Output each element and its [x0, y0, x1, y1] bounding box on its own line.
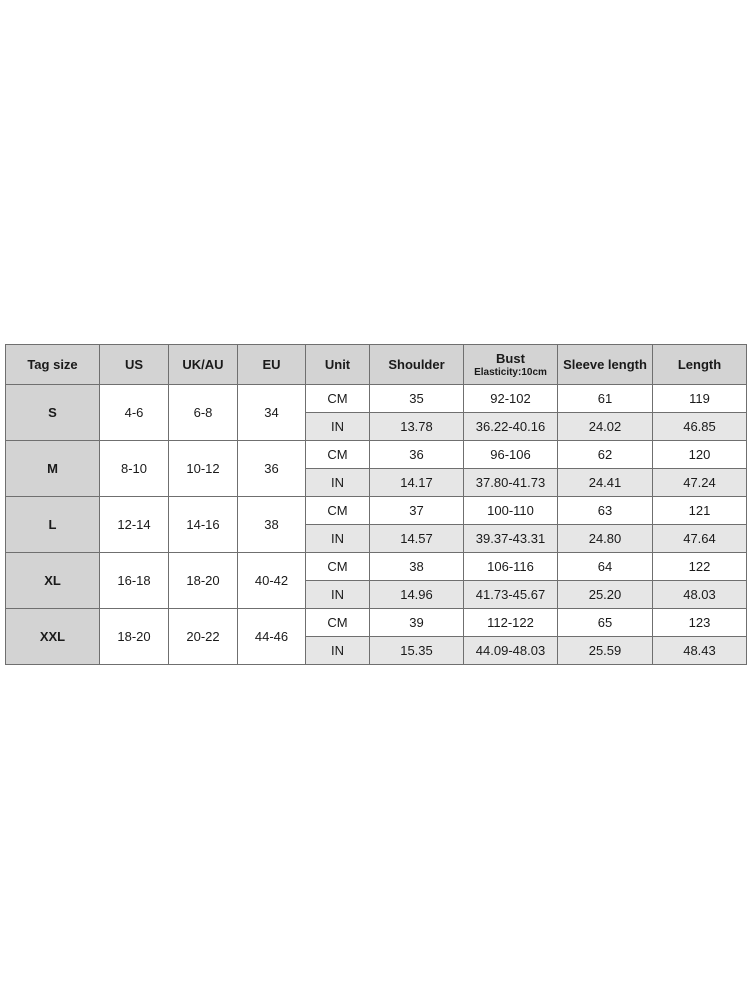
- table-row: [6, 497, 747, 525]
- sleeve-cell: 65: [558, 609, 653, 637]
- header-ukau: UK/AU: [169, 345, 238, 385]
- shoulder-cell: 37: [370, 497, 464, 525]
- sleeve-cell: 61: [558, 385, 653, 413]
- length-cell: 121: [653, 497, 747, 525]
- header-bust-note: Elasticity:10cm: [474, 366, 547, 378]
- table-row: [6, 609, 747, 637]
- unit-cell: CM: [306, 609, 370, 637]
- header-unit: Unit: [306, 345, 370, 385]
- shoulder-cell: 35: [370, 385, 464, 413]
- length-cell: 123: [653, 609, 747, 637]
- shoulder-cell: 14.57: [370, 525, 464, 553]
- us-cell: 4-6: [100, 385, 169, 441]
- length-cell: 48.03: [653, 581, 747, 609]
- ukau-cell: 14-16: [169, 497, 238, 553]
- header-bust-label: Bust: [496, 350, 525, 366]
- bust-cell: 41.73-45.67: [464, 581, 558, 609]
- length-cell: 119: [653, 385, 747, 413]
- bust-cell: 44.09-48.03: [464, 637, 558, 665]
- unit-cell: IN: [306, 581, 370, 609]
- length-cell: 48.43: [653, 637, 747, 665]
- header-row: [6, 345, 747, 385]
- shoulder-cell: 14.17: [370, 469, 464, 497]
- unit-cell: IN: [306, 525, 370, 553]
- header-sleeve-length: Sleeve length: [558, 345, 653, 385]
- header-tag-size: Tag size: [6, 345, 100, 385]
- header-us: US: [100, 345, 169, 385]
- length-cell: 122: [653, 553, 747, 581]
- eu-cell: 44-46: [238, 609, 306, 665]
- unit-cell: IN: [306, 637, 370, 665]
- header-bust: [464, 345, 558, 385]
- unit-cell: IN: [306, 469, 370, 497]
- table-row: [6, 553, 747, 581]
- sleeve-cell: 24.80: [558, 525, 653, 553]
- eu-cell: 40-42: [238, 553, 306, 609]
- table-row: [6, 441, 747, 469]
- eu-cell: 36: [238, 441, 306, 497]
- shoulder-cell: 14.96: [370, 581, 464, 609]
- sleeve-cell: 25.20: [558, 581, 653, 609]
- size-cell: L: [6, 497, 100, 553]
- eu-cell: 34: [238, 385, 306, 441]
- size-cell: M: [6, 441, 100, 497]
- shoulder-cell: 39: [370, 609, 464, 637]
- sleeve-cell: 24.41: [558, 469, 653, 497]
- unit-cell: CM: [306, 441, 370, 469]
- sleeve-cell: 62: [558, 441, 653, 469]
- bust-cell: 106-116: [464, 553, 558, 581]
- ukau-cell: 10-12: [169, 441, 238, 497]
- table-row: [6, 385, 747, 413]
- header-length: Length: [653, 345, 747, 385]
- length-cell: 47.24: [653, 469, 747, 497]
- sleeve-cell: 24.02: [558, 413, 653, 441]
- bust-cell: 112-122: [464, 609, 558, 637]
- us-cell: 18-20: [100, 609, 169, 665]
- size-cell: S: [6, 385, 100, 441]
- ukau-cell: 18-20: [169, 553, 238, 609]
- shoulder-cell: 15.35: [370, 637, 464, 665]
- size-chart-table: [5, 344, 747, 665]
- ukau-cell: 6-8: [169, 385, 238, 441]
- us-cell: 16-18: [100, 553, 169, 609]
- eu-cell: 38: [238, 497, 306, 553]
- us-cell: 12-14: [100, 497, 169, 553]
- bust-cell: 37.80-41.73: [464, 469, 558, 497]
- unit-cell: IN: [306, 413, 370, 441]
- sleeve-cell: 25.59: [558, 637, 653, 665]
- header-eu: EU: [238, 345, 306, 385]
- size-cell: XL: [6, 553, 100, 609]
- length-cell: 47.64: [653, 525, 747, 553]
- unit-cell: CM: [306, 497, 370, 525]
- shoulder-cell: 36: [370, 441, 464, 469]
- sleeve-cell: 63: [558, 497, 653, 525]
- unit-cell: CM: [306, 553, 370, 581]
- bust-cell: 36.22-40.16: [464, 413, 558, 441]
- header-shoulder: Shoulder: [370, 345, 464, 385]
- bust-cell: 39.37-43.31: [464, 525, 558, 553]
- unit-cell: CM: [306, 385, 370, 413]
- length-cell: 120: [653, 441, 747, 469]
- us-cell: 8-10: [100, 441, 169, 497]
- bust-cell: 96-106: [464, 441, 558, 469]
- size-cell: XXL: [6, 609, 100, 665]
- sleeve-cell: 64: [558, 553, 653, 581]
- shoulder-cell: 13.78: [370, 413, 464, 441]
- ukau-cell: 20-22: [169, 609, 238, 665]
- length-cell: 46.85: [653, 413, 747, 441]
- shoulder-cell: 38: [370, 553, 464, 581]
- bust-cell: 100-110: [464, 497, 558, 525]
- bust-cell: 92-102: [464, 385, 558, 413]
